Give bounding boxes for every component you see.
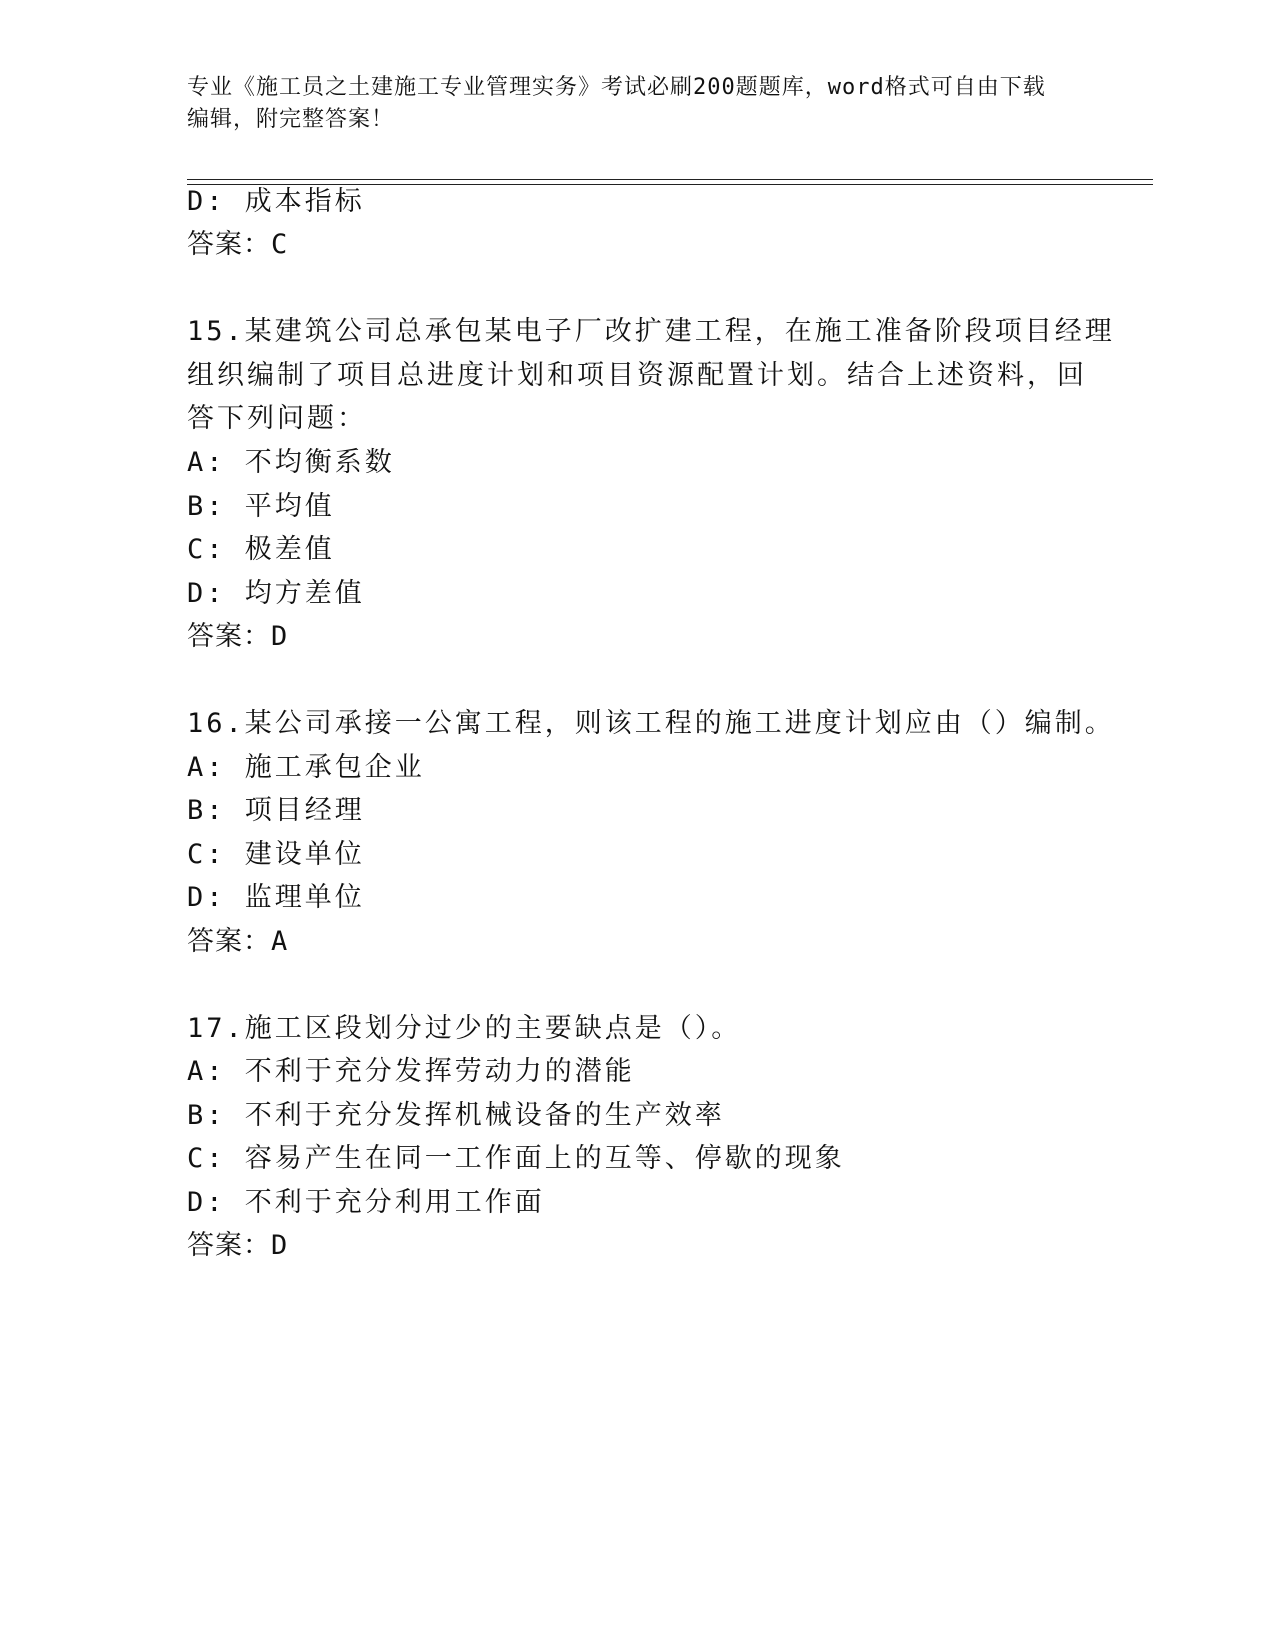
answer: 答案：C — [187, 229, 289, 260]
header-rule-top — [187, 179, 1153, 180]
question-17-option-a: A: 不利于充分发挥劳动力的潜能 — [187, 1056, 635, 1087]
question-15-stem-line-3: 答下列问题： — [187, 403, 367, 434]
question-16-option-c: C: 建设单位 — [187, 839, 365, 870]
question-17-answer: 答案：D — [187, 1230, 289, 1261]
question-16-option-b: B: 项目经理 — [187, 795, 365, 826]
question-15-option-c: C: 极差值 — [187, 534, 335, 565]
question-16-option-d: D: 监理单位 — [187, 882, 365, 913]
question-16-stem: 16.某公司承接一公寓工程，则该工程的施工进度计划应由（）编制。 — [187, 708, 1115, 739]
question-16-answer: 答案：A — [187, 926, 289, 957]
page-header: 专业《施工员之土建施工专业管理实务》考试必刷200题题库，word格式可自由下载编辑，附完整答案！ — [187, 75, 1046, 132]
question-15-answer: 答案：D — [187, 621, 289, 652]
question-15-stem-line-2: 组织编制了项目总进度计划和项目资源配置计划。结合上述资料，回 — [187, 360, 1087, 391]
question-16-option-a: A: 施工承包企业 — [187, 752, 425, 783]
question-17-stem: 17.施工区段划分过少的主要缺点是（）。 — [187, 1013, 742, 1044]
question-15-stem-line-1: 15.某建筑公司总承包某电子厂改扩建工程，在施工准备阶段项目经理 — [187, 316, 1115, 347]
question-17-option-c: C: 容易产生在同一工作面上的互等、停歇的现象 — [187, 1143, 845, 1174]
question-15-option-b: B: 平均值 — [187, 491, 335, 522]
question-15-option-d: D: 均方差值 — [187, 578, 365, 609]
option-d: D: 成本指标 — [187, 186, 365, 217]
question-17-option-b: B: 不利于充分发挥机械设备的生产效率 — [187, 1100, 725, 1131]
question-15-option-a: A: 不均衡系数 — [187, 447, 395, 478]
question-17-option-d: D: 不利于充分利用工作面 — [187, 1187, 545, 1218]
